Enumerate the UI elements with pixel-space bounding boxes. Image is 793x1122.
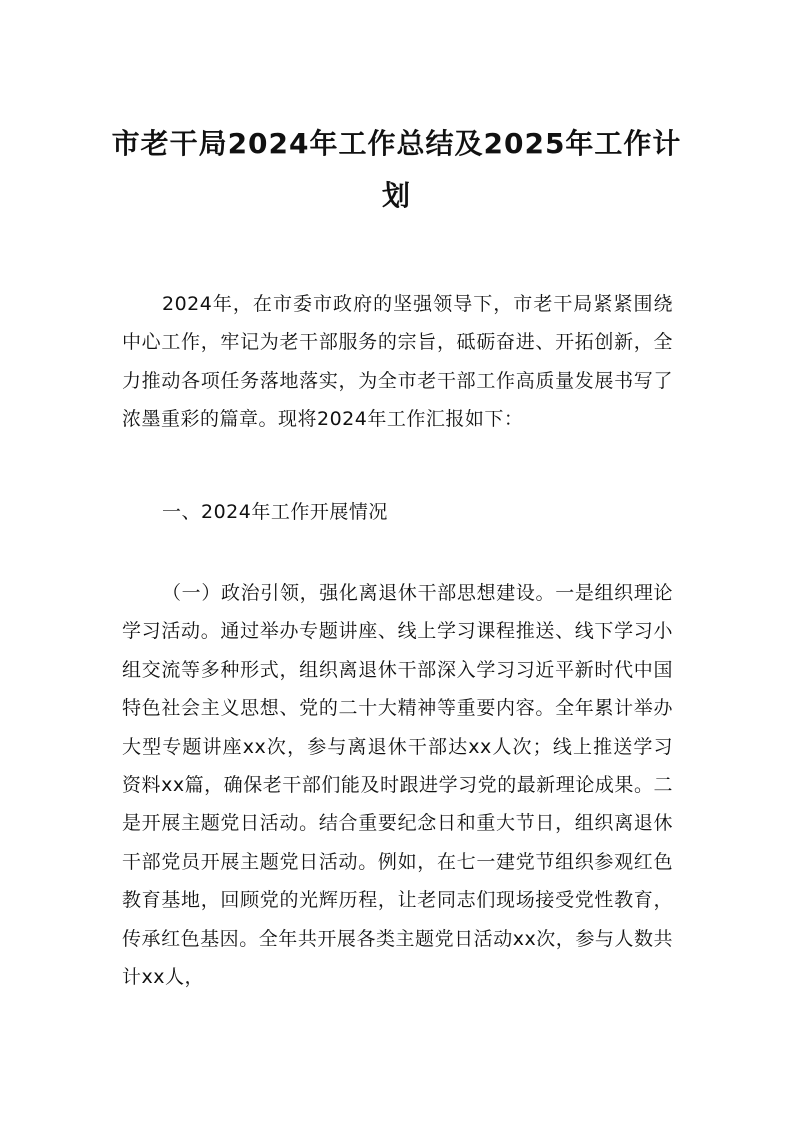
section-heading: 一、2024年工作开展情况: [162, 501, 388, 523]
intro-paragraph: 2024年，在市委市政府的坚强领导下，市老干局紧紧围绕中心工作，牢记为老干部服务的宗旨，砥砺奋进、开拓创新，全力推动各项任务落地落实，为全市老干部工作高质量发展书写了浓墨重彩的篇章。现将2024年工作汇报如下：: [122, 293, 673, 431]
document-title: 市老干局2024年工作总结及2025年工作计划: [111, 127, 682, 212]
section-paragraph: （一）政治引领，强化离退休干部思想建设。一是组织理论学习活动。通过举办专题讲座、线上学习课程推送、线下学习小组交流等多种形式，组织离退休干部深入学习习近平新时代中国特色社会主义思想、党的二十大精神等重要内容。全年累计举办大型专题讲座xx次，参与离退休干部达xx人次；线上推送学习资料xx篇，确保老干部们能及时跟进学习党的最新理论成果。二是开展主题党日活动。结合重要纪念日和重大节日，组织离退休干部党员开展主题党日活动。例如，在七一建党节组织参观红色教育基地，回顾党的光辉历程，让老同志们现场接受党性教育，传承红色基因。全年共开展各类主题党日活动xx次，参与人数共计xx人，: [122, 582, 673, 989]
